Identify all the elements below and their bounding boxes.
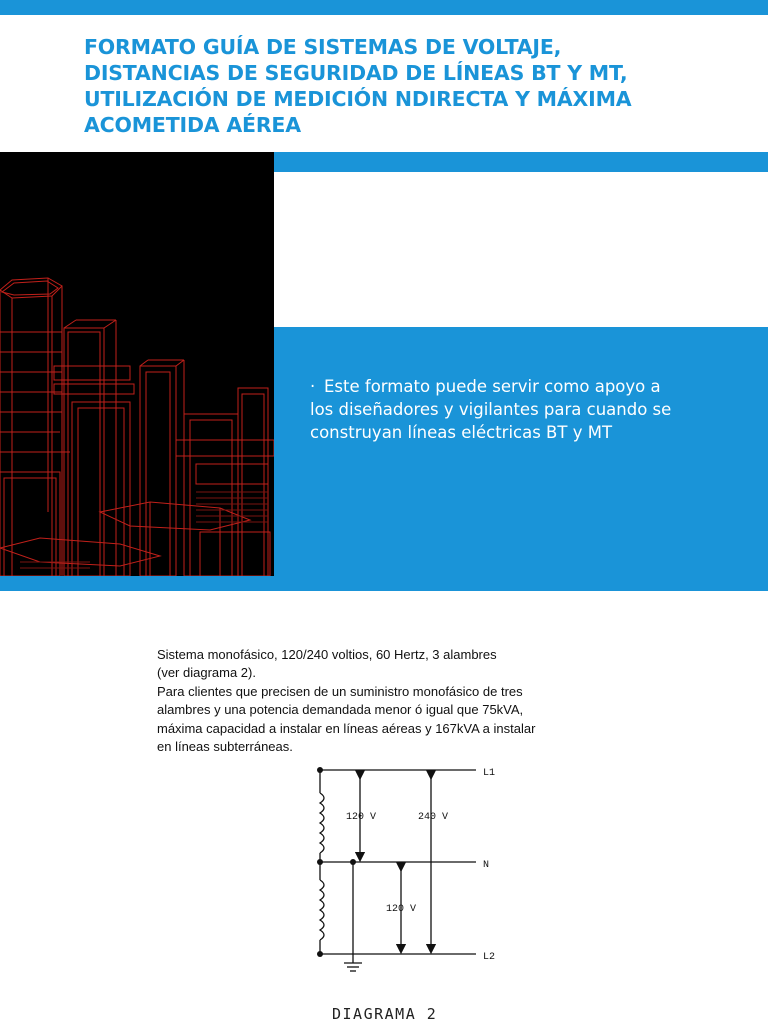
text-line: máxima capacidad a instalar en líneas aéreas y 167kVA a instalar: [157, 720, 536, 736]
coil-upper: [320, 793, 324, 853]
label-n: N: [483, 860, 490, 871]
text-line: (ver diagrama 2).: [157, 665, 256, 681]
bullet-marker: ·: [310, 377, 316, 396]
blank-panel: [274, 172, 768, 327]
label-l1: L1: [483, 768, 496, 779]
slide-title: [84, 34, 744, 138]
diagram-caption: DIAGRAMA 2: [332, 1005, 438, 1023]
voltage-120-bottom: 120 V: [386, 904, 417, 915]
text-line: en líneas subterráneas.: [157, 739, 293, 755]
bullet-line: Este formato puede servir como apoyo a: [324, 377, 661, 396]
title-line: DISTANCIAS DE SEGURIDAD DE LÍNEAS BT Y MT,: [84, 61, 628, 85]
accent-band-bottom: [0, 576, 274, 591]
top-accent-bar: [0, 0, 768, 15]
three-wire-diagram: [300, 755, 530, 1025]
wireframe-buildings-graphic: [0, 152, 274, 576]
title-line: ACOMETIDA AÉREA: [84, 113, 301, 137]
bullet-panel: [274, 327, 768, 591]
voltage-120-top: 120 V: [346, 812, 377, 823]
title-line: UTILIZACIÓN DE MEDICIÓN NDIRECTA Y MÁXIMA: [84, 87, 632, 111]
coil-lower: [320, 880, 324, 940]
wiring-diagram: [300, 755, 530, 1030]
bullet-line: los diseñadores y vigilantes para cuando se: [310, 400, 672, 419]
title-line: FORMATO GUÍA DE SISTEMAS DE VOLTAJE,: [84, 35, 562, 59]
city-wireframe-image: [0, 152, 274, 576]
text-line: Sistema monofásico, 120/240 voltios, 60 Hertz, 3 alambres: [157, 647, 497, 662]
accent-band-top: [274, 152, 768, 172]
bullet-line: construyan líneas eléctricas BT y MT: [310, 423, 613, 442]
bullet-text: [310, 375, 730, 444]
label-l2: L2: [483, 952, 496, 963]
text-line: Para clientes que precisen de un suministro monofásico de tres: [157, 683, 523, 699]
text-line: alambres y una potencia demandada menor ó igual que 75kVA,: [157, 702, 524, 718]
voltage-240: 240 V: [418, 812, 449, 823]
document-excerpt: [157, 646, 617, 756]
